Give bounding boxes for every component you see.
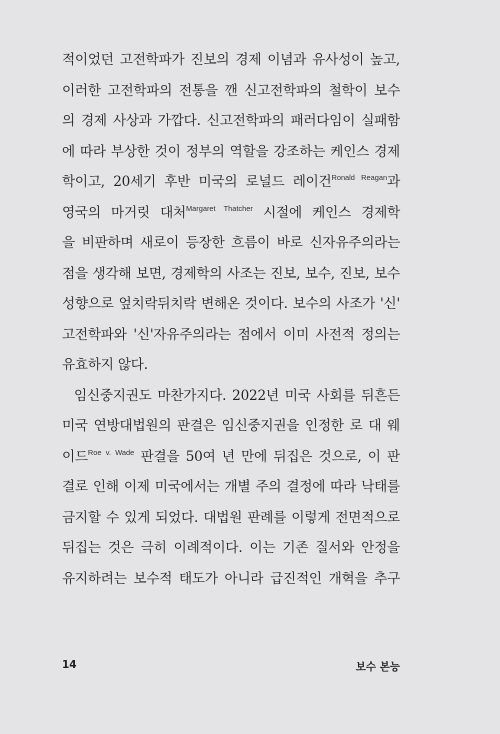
text-line: 유지하려는 보수적 태도가 아니라 급진적인 개혁을 추구 bbox=[62, 570, 400, 587]
running-head: 보수 본능 bbox=[355, 661, 400, 673]
text-line: 금지할 수 있게 되었다. 대법원 판례를 이렇게 전면적으로 bbox=[62, 509, 400, 526]
text-line: 의 경제 사상과 가깝다. 신고전학파의 패러다임이 실패함 bbox=[62, 113, 400, 129]
text-line: 뒤집는 것은 극히 이례적이다. 이는 기존 질서와 안정을 bbox=[62, 540, 400, 556]
text-segment: 판결을 50여 년 만에 뒤집은 것으로, 이 판 bbox=[134, 448, 400, 465]
text-line: 이러한 고전학파의 전통을 깬 신고전학파의 철학이 보수 bbox=[62, 82, 400, 99]
text-segment: 시절에 케인스 경제학 bbox=[252, 204, 400, 221]
paragraph bbox=[62, 45, 400, 381]
text-line: 에 따라 부상한 것이 정부의 역할을 강조하는 케인스 경제 bbox=[62, 143, 400, 160]
text-line: 임신중지권도 마찬가지다. 2022년 미국 사회를 뒤흔든 bbox=[74, 387, 400, 404]
text-segment: 이드 bbox=[62, 448, 88, 465]
english-gloss: Margaret Thatcher bbox=[186, 203, 253, 213]
english-gloss: Roe v. Wade bbox=[87, 447, 135, 457]
text-line: 고전학파와 '신'자유주의라는 점에서 이미 사전적 정의는 bbox=[62, 326, 400, 343]
text-segment: 영국의 마거릿 대처 bbox=[62, 204, 186, 221]
text-line bbox=[62, 167, 400, 198]
text-line: 적이었던 고전학파가 진보의 경제 이념과 유사성이 높고, bbox=[62, 52, 400, 68]
text-line: 유효하지 않다. bbox=[62, 357, 148, 373]
paragraph bbox=[62, 381, 400, 595]
page-number: 14 bbox=[62, 659, 77, 671]
body-text bbox=[62, 45, 400, 594]
text-line: 점을 생각해 보면, 경제학의 사조는 진보, 보수, 진보, 보수 bbox=[62, 265, 400, 282]
text-line: 성향으로 엎치락뒤치락 변해온 것이다. 보수의 사조가 '신' bbox=[62, 296, 400, 312]
english-gloss: Ronald Reagan bbox=[331, 173, 388, 182]
text-line bbox=[62, 442, 400, 473]
text-segment: 학이고, 20세기 후반 미국의 로널드 레이건 bbox=[62, 174, 332, 190]
text-line: 미국 연방대법원의 판결은 임신중지권을 인정한 로 대 웨 bbox=[62, 418, 400, 434]
text-segment: 과 bbox=[387, 174, 400, 190]
text-line: 을 비판하며 새로이 등장한 흐름이 바로 신자유주의라는 bbox=[62, 235, 400, 251]
text-line: 결로 인해 이제 미국에서는 개별 주의 결정에 따라 낙태를 bbox=[62, 479, 400, 495]
text-line bbox=[62, 198, 400, 229]
